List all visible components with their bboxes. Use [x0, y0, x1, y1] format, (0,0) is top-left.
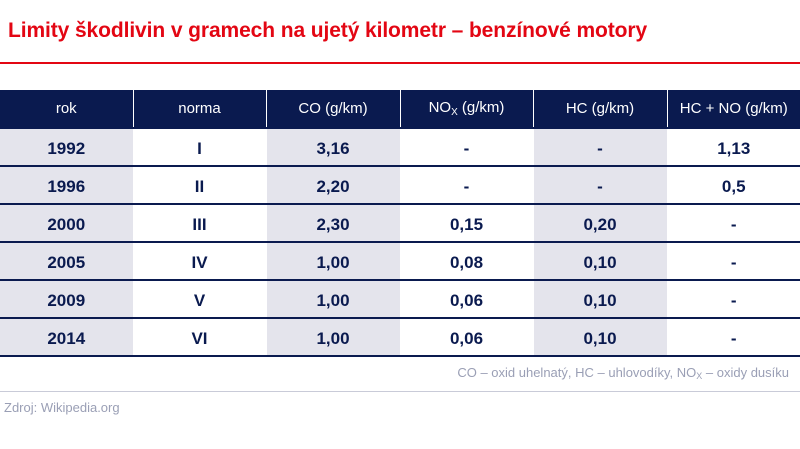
cell-rok: 2005 — [0, 242, 133, 280]
header-nox-subscript: X — [451, 107, 458, 118]
cell-nox: - — [400, 128, 533, 166]
cell-co: 1,00 — [266, 280, 400, 318]
cell-hc-no: - — [667, 280, 800, 318]
table-row — [0, 204, 800, 242]
cell-hc: 0,10 — [533, 280, 667, 318]
cell-hc: 0,10 — [533, 242, 667, 280]
cell-hc: - — [533, 166, 667, 204]
cell-norma: VI — [133, 318, 266, 356]
cell-nox: 0,06 — [400, 280, 533, 318]
legend-text: CO – oxid uhelnatý, HC – uhlovodíky, NO — [457, 365, 697, 380]
abbreviation-legend — [457, 365, 789, 381]
cell-norma: I — [133, 128, 266, 166]
cell-rok: 1992 — [0, 128, 133, 166]
page-title: Limity škodlivin v gramech na ujetý kilometr – benzínové motory — [8, 19, 648, 42]
cell-co: 2,20 — [266, 166, 400, 204]
cell-hc-no: - — [667, 204, 800, 242]
cell-co: 3,16 — [266, 128, 400, 166]
header-nox-label: NO — [428, 99, 452, 116]
emission-limits-table — [0, 90, 800, 357]
header-hc-no: HC + NO (g/km) — [667, 90, 800, 128]
table-header-row — [0, 90, 800, 128]
cell-nox: 0,06 — [400, 318, 533, 356]
header-hc: HC (g/km) — [533, 90, 667, 128]
cell-hc: 0,10 — [533, 318, 667, 356]
header-nox — [400, 90, 533, 128]
cell-norma: V — [133, 280, 266, 318]
cell-nox: 0,15 — [400, 204, 533, 242]
legend-text-end: – oxidy dusíku — [702, 365, 789, 380]
cell-rok: 2009 — [0, 280, 133, 318]
cell-norma: III — [133, 204, 266, 242]
cell-nox: 0,08 — [400, 242, 533, 280]
cell-hc-no: - — [667, 318, 800, 356]
table-row — [0, 318, 800, 356]
legend-subscript: X — [696, 371, 703, 381]
source-divider — [0, 391, 800, 392]
table-row — [0, 128, 800, 166]
cell-hc-no: - — [667, 242, 800, 280]
header-norma: norma — [133, 90, 266, 128]
cell-hc-no: 1,13 — [667, 128, 800, 166]
header-co: CO (g/km) — [266, 90, 400, 128]
cell-hc: 0,20 — [533, 204, 667, 242]
header-nox-unit: (g/km) — [457, 99, 505, 116]
source-note: Zdroj: Wikipedia.org — [4, 400, 120, 415]
cell-hc-no: 0,5 — [667, 166, 800, 204]
header-rok: rok — [0, 90, 133, 128]
cell-norma: II — [133, 166, 266, 204]
cell-co: 2,30 — [266, 204, 400, 242]
cell-co: 1,00 — [266, 318, 400, 356]
cell-co: 1,00 — [266, 242, 400, 280]
table-row — [0, 242, 800, 280]
cell-rok: 2014 — [0, 318, 133, 356]
cell-hc: - — [533, 128, 667, 166]
title-divider — [0, 62, 800, 64]
table-row — [0, 166, 800, 204]
cell-norma: IV — [133, 242, 266, 280]
table-row — [0, 280, 800, 318]
cell-nox: - — [400, 166, 533, 204]
cell-rok: 1996 — [0, 166, 133, 204]
cell-rok: 2000 — [0, 204, 133, 242]
